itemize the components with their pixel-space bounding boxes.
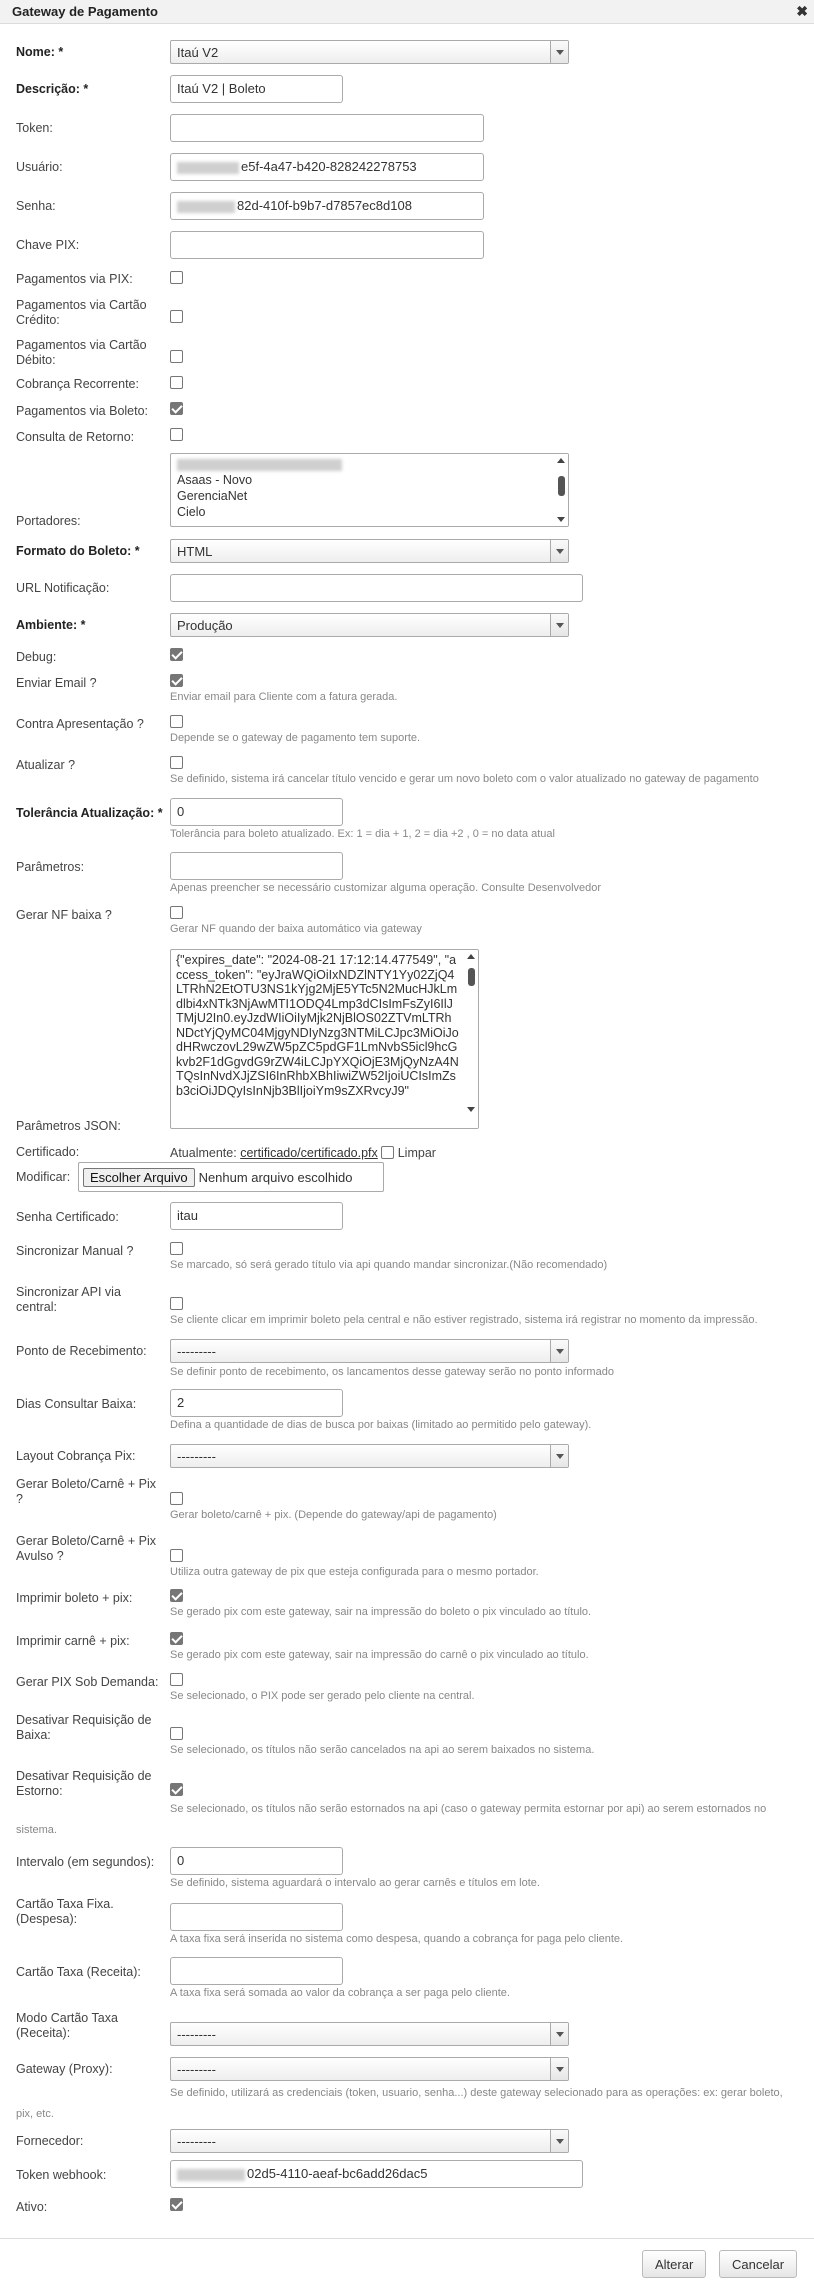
sinc-manual-checkbox[interactable] xyxy=(170,1242,183,1255)
gateway-proxy-label: Gateway (Proxy): xyxy=(16,2062,113,2076)
debug-checkbox[interactable] xyxy=(170,648,183,661)
desativar-req-estorno-help: Se selecionado, os títulos não serão estornados na api (caso o gateway permita estornar por api) ao serem estornados no sistema. xyxy=(16,1803,767,1836)
parametros-json-label: Parâmetros JSON: xyxy=(16,1119,121,1133)
sinc-manual-help: Se marcado, só será gerado título via api quando mandar sincronizar.(Não recomendado) xyxy=(170,1259,608,1271)
contra-apresentacao-checkbox[interactable] xyxy=(170,715,183,728)
dialog-titlebar xyxy=(0,0,814,24)
chevron-down-icon xyxy=(550,614,568,636)
chevron-down-icon xyxy=(550,1445,568,1467)
chave-pix-label: Chave PIX: xyxy=(16,238,80,252)
url-notificacao-label: URL Notificação: xyxy=(16,581,110,595)
pag-boleto-label: Pagamentos via Boleto: xyxy=(16,404,149,418)
descricao-input[interactable]: Itaú V2 | Boleto xyxy=(170,75,343,103)
gerar-pix-sob-demanda-label: Gerar PIX Sob Demanda: xyxy=(16,1675,159,1689)
pag-cartao-credito-checkbox[interactable] xyxy=(170,310,183,323)
gerar-pix-sob-demanda-checkbox[interactable] xyxy=(170,1673,183,1686)
dias-consultar-baixa-input[interactable]: 2 xyxy=(170,1389,343,1417)
token-label: Token: xyxy=(16,121,53,135)
cartao-taxa-receita-help: A taxa fixa será somada ao valor da cobrança a ser paga pelo cliente. xyxy=(170,1987,510,1999)
desativar-req-baixa-label: Desativar Requisição de Baixa: xyxy=(16,1713,152,1742)
scroll-down-icon[interactable] xyxy=(467,1107,475,1112)
list-item[interactable]: Asaas - Novo xyxy=(177,473,253,487)
scroll-up-icon[interactable] xyxy=(557,458,565,463)
fornecedor-select[interactable]: --------- xyxy=(170,2129,569,2153)
atualizar-help: Se definido, sistema irá cancelar título vencido e gerar um novo boleto com o valor atualizado no gateway de pagamento xyxy=(170,773,759,785)
imprimir-boleto-pix-help: Se gerado pix com este gateway, sair na impressão do boleto o pix vinculado ao título. xyxy=(170,1606,592,1618)
gerar-boleto-pix-help: Gerar boleto/carnê + pix. (Depende do gateway/api de pagamento) xyxy=(170,1509,497,1521)
scrollbar[interactable] xyxy=(555,454,568,526)
cobranca-recorrente-checkbox[interactable] xyxy=(170,376,183,389)
desativar-req-baixa-help: Se selecionado, os títulos não serão cancelados na api ao serem baixados no sistema. xyxy=(170,1744,595,1756)
token-webhook-label: Token webhook: xyxy=(16,2168,107,2182)
redacted-text xyxy=(177,162,239,174)
ponto-recebimento-help: Se definir ponto de recebimento, os lancamentos desse gateway serão no ponto informado xyxy=(170,1366,614,1378)
imprimir-carne-pix-checkbox[interactable] xyxy=(170,1632,183,1645)
gerar-boleto-pix-checkbox[interactable] xyxy=(170,1492,183,1505)
formato-boleto-label: Formato do Boleto: * xyxy=(16,544,140,558)
layout-cobranca-pix-select[interactable]: --------- xyxy=(170,1444,569,1468)
pag-boleto-checkbox[interactable] xyxy=(170,402,183,415)
sinc-api-central-help: Se cliente clicar em imprimir boleto pela central e não estiver registrado, sistema irá registrar no momento da impressão. xyxy=(170,1314,758,1326)
senha-label: Senha: xyxy=(16,199,56,213)
usuario-input[interactable]: e5f-4a47-b420-828242278753 xyxy=(170,153,484,181)
dias-consultar-baixa-help: Defina a quantidade de dias de busca por baixas (limitado ao permitido pelo gateway). xyxy=(170,1419,592,1431)
gerar-pix-sob-demanda-help: Se selecionado, o PIX pode ser gerado pelo cliente na central. xyxy=(170,1690,475,1702)
descricao-label: Descrição: * xyxy=(16,82,89,96)
desativar-req-baixa-checkbox[interactable] xyxy=(170,1727,183,1740)
consulta-retorno-label: Consulta de Retorno: xyxy=(16,430,135,444)
consulta-retorno-checkbox[interactable] xyxy=(170,428,183,441)
desativar-req-estorno-label: Desativar Requisição de Estorno: xyxy=(16,1769,152,1798)
list-item[interactable] xyxy=(171,454,568,472)
atualizar-label: Atualizar ? xyxy=(16,758,76,772)
cartao-taxa-fixa-input[interactable] xyxy=(170,1903,343,1931)
ambiente-select[interactable]: Produção xyxy=(170,613,569,637)
pag-cartao-debito-label: Pagamentos via Cartão Débito: xyxy=(16,338,147,367)
redacted-text xyxy=(177,201,235,213)
gateway-proxy-help: Se definido, utilizará as credenciais (token, usuario, senha...) deste gateway selecionado para as operações: ex: gerar boleto, pix, etc. xyxy=(16,2087,783,2120)
ponto-recebimento-select[interactable]: --------- xyxy=(170,1339,569,1363)
enviar-email-label: Enviar Email ? xyxy=(16,676,97,690)
pag-cartao-debito-checkbox[interactable] xyxy=(170,350,183,363)
tolerancia-input[interactable]: 0 xyxy=(170,798,343,826)
cartao-taxa-receita-input[interactable] xyxy=(170,1957,343,1985)
dialog-title: Gateway de Pagamento xyxy=(12,4,158,19)
cartao-taxa-fixa-help: A taxa fixa será inserida no sistema como despesa, quando a cobrança for paga pelo cliente. xyxy=(170,1933,624,1945)
chave-pix-input[interactable] xyxy=(170,231,484,259)
dias-consultar-baixa-label: Dias Consultar Baixa: xyxy=(16,1397,137,1411)
cobranca-recorrente-label: Cobrança Recorrente: xyxy=(16,377,139,391)
enviar-email-checkbox[interactable] xyxy=(170,674,183,687)
scroll-down-icon[interactable] xyxy=(557,517,565,522)
sinc-api-central-label: Sincronizar API via central: xyxy=(16,1285,121,1314)
modificar-label: Modificar: xyxy=(16,1170,71,1184)
senha-certificado-input[interactable]: itau xyxy=(170,1202,343,1230)
file-input[interactable]: Escolher Arquivo Nenhum arquivo escolhido xyxy=(78,1162,384,1192)
usuario-label: Usuário: xyxy=(16,160,63,174)
formato-boleto-select[interactable]: HTML xyxy=(170,539,569,563)
tolerancia-help: Tolerância para boleto atualizado. Ex: 1 = dia + 1, 2 = dia +2 , 0 = no data atual xyxy=(170,828,555,840)
pag-cartao-credito-label: Pagamentos via Cartão Crédito: xyxy=(16,298,147,327)
redacted-text xyxy=(177,2169,245,2181)
choose-file-button[interactable]: Escolher Arquivo xyxy=(83,1168,195,1187)
intervalo-label: Intervalo (em segundos): xyxy=(16,1855,155,1869)
chevron-down-icon xyxy=(550,2023,568,2045)
token-webhook-input[interactable]: 02d5-4110-aeaf-bc6add26dac5 xyxy=(170,2160,583,2188)
chevron-down-icon xyxy=(550,540,568,562)
gerar-boleto-pix-avulso-help: Utiliza outra gateway de pix que esteja configurada para o mesmo portador. xyxy=(170,1566,539,1578)
parametros-help: Apenas preencher se necessário customizar alguma operação. Consulte Desenvolvedor xyxy=(170,882,602,894)
scroll-thumb[interactable] xyxy=(558,476,565,496)
list-item[interactable]: Cielo xyxy=(177,505,206,519)
atualizar-checkbox[interactable] xyxy=(170,756,183,769)
certificado-label: Certificado: xyxy=(16,1145,80,1159)
gerar-boleto-pix-avulso-label: Gerar Boleto/Carnê + Pix Avulso ? xyxy=(16,1534,156,1563)
gerar-nf-baixa-checkbox[interactable] xyxy=(170,906,183,919)
enviar-email-help: Enviar email para Cliente com a fatura gerada. xyxy=(170,691,398,703)
chevron-down-icon xyxy=(550,1340,568,1362)
redacted-text xyxy=(177,459,342,471)
portadores-label: Portadores: xyxy=(16,514,81,528)
senha-input[interactable]: 82d-410f-b9b7-d7857ec8d108 xyxy=(170,192,484,220)
gateway-proxy-select[interactable]: --------- xyxy=(170,2057,569,2081)
imprimir-boleto-pix-checkbox[interactable] xyxy=(170,1589,183,1602)
cartao-taxa-fixa-label: Cartão Taxa Fixa. (Despesa): xyxy=(16,1897,114,1926)
modo-cartao-taxa-label: Modo Cartão Taxa (Receita): xyxy=(16,2011,118,2040)
certificado-current: Atualmente: certificado/certificado.pfx Limpar xyxy=(170,1146,436,1160)
cartao-taxa-receita-label: Cartão Taxa (Receita): xyxy=(16,1965,141,1979)
ambiente-label: Ambiente: * xyxy=(16,618,86,632)
certificado-file-link[interactable]: certificado/certificado.pfx xyxy=(240,1146,378,1160)
ponto-recebimento-label: Ponto de Recebimento: xyxy=(16,1344,147,1358)
gerar-boleto-pix-avulso-checkbox[interactable] xyxy=(170,1549,183,1562)
modo-cartao-taxa-select[interactable]: --------- xyxy=(170,2022,569,2046)
intervalo-help: Se definido, sistema aguardará o intervalo ao gerar carnês e títulos em lote. xyxy=(170,1877,540,1889)
parametros-label: Parâmetros: xyxy=(16,860,85,874)
token-input[interactable] xyxy=(170,114,484,142)
gerar-nf-baixa-help: Gerar NF quando der baixa automático via gateway xyxy=(170,923,422,935)
chevron-down-icon xyxy=(550,41,568,63)
alterar-button[interactable]: Alterar xyxy=(642,2250,706,2278)
limpar-checkbox[interactable] xyxy=(381,1146,394,1159)
pag-pix-label: Pagamentos via PIX: xyxy=(16,272,133,286)
chevron-down-icon xyxy=(550,2058,568,2080)
url-notificacao-input[interactable] xyxy=(170,574,583,602)
ativo-label: Ativo: xyxy=(16,2200,48,2214)
scroll-up-icon[interactable] xyxy=(467,954,475,959)
scroll-thumb[interactable] xyxy=(468,968,475,986)
cancelar-button[interactable]: Cancelar xyxy=(719,2250,797,2278)
contra-apresentacao-help: Depende se o gateway de pagamento tem suporte. xyxy=(170,732,421,744)
scrollbar[interactable] xyxy=(465,950,478,1128)
chevron-down-icon xyxy=(550,2130,568,2152)
imprimir-boleto-pix-label: Imprimir boleto + pix: xyxy=(16,1591,133,1605)
close-icon[interactable]: ✖ xyxy=(796,3,808,19)
gerar-nf-baixa-label: Gerar NF baixa ? xyxy=(16,908,112,922)
parametros-input[interactable] xyxy=(170,852,343,880)
sinc-manual-label: Sincronizar Manual ? xyxy=(16,1244,134,1258)
intervalo-input[interactable]: 0 xyxy=(170,1847,343,1875)
ativo-checkbox[interactable] xyxy=(170,2198,183,2211)
fornecedor-label: Fornecedor: xyxy=(16,2134,84,2148)
imprimir-carne-pix-help: Se gerado pix com este gateway, sair na impressão do carnê o pix vinculado ao título. xyxy=(170,1649,589,1661)
list-item[interactable]: GerenciaNet xyxy=(177,489,248,503)
contra-apresentacao-label: Contra Apresentação ? xyxy=(16,717,144,731)
gerar-boleto-pix-label: Gerar Boleto/Carnê + Pix ? xyxy=(16,1477,156,1506)
layout-cobranca-pix-label: Layout Cobrança Pix: xyxy=(16,1449,136,1463)
nome-select[interactable]: Itaú V2 xyxy=(170,40,569,64)
pag-pix-checkbox[interactable] xyxy=(170,271,183,284)
imprimir-carne-pix-label: Imprimir carnê + pix: xyxy=(16,1634,130,1648)
sinc-api-central-checkbox[interactable] xyxy=(170,1297,183,1310)
senha-certificado-label: Senha Certificado: xyxy=(16,1210,119,1224)
portadores-listbox[interactable] xyxy=(170,453,569,527)
desativar-req-estorno-checkbox[interactable] xyxy=(170,1783,183,1796)
tolerancia-label: Tolerância Atualização: * xyxy=(16,806,163,820)
parametros-json-textarea[interactable]: {"expires_date": "2024-08-21 17:12:14.477549", "access_token": "eyJraWQiOiIxNDZlNTY1Yy02ZjQ4LTRhN2EtOTU3NS1kYjg2MjE5YTc5N2MucHJkLmdlbi4xNTk3NjAwMTI1ODQ4Lmp3dCIsImFsZyI6IlJTMjU2In0.eyJzdWIiOiIyMjk2NjBlOS02ZTVmLTRhNDctYjQyMC04MjgyNDIyNzg3NTMiLCJpc3MiOiJodHRwczovL29wZW5pZC5pdGF1LmNvbS5icl9hcGkvb2F1dGgvdG9rZW4iLCJpYXQiOjE3MjQyNzA4NTQsInNvdXJjZSI6InRhbXBhIiwiZW52IjoiUCIsImZsb3ciOiJDQyIsInNjb3BlIjoiYm9sZXRvcyJ9" xyxy=(170,949,479,1129)
debug-label: Debug: xyxy=(16,650,57,664)
nome-label: Nome: * xyxy=(16,45,64,59)
